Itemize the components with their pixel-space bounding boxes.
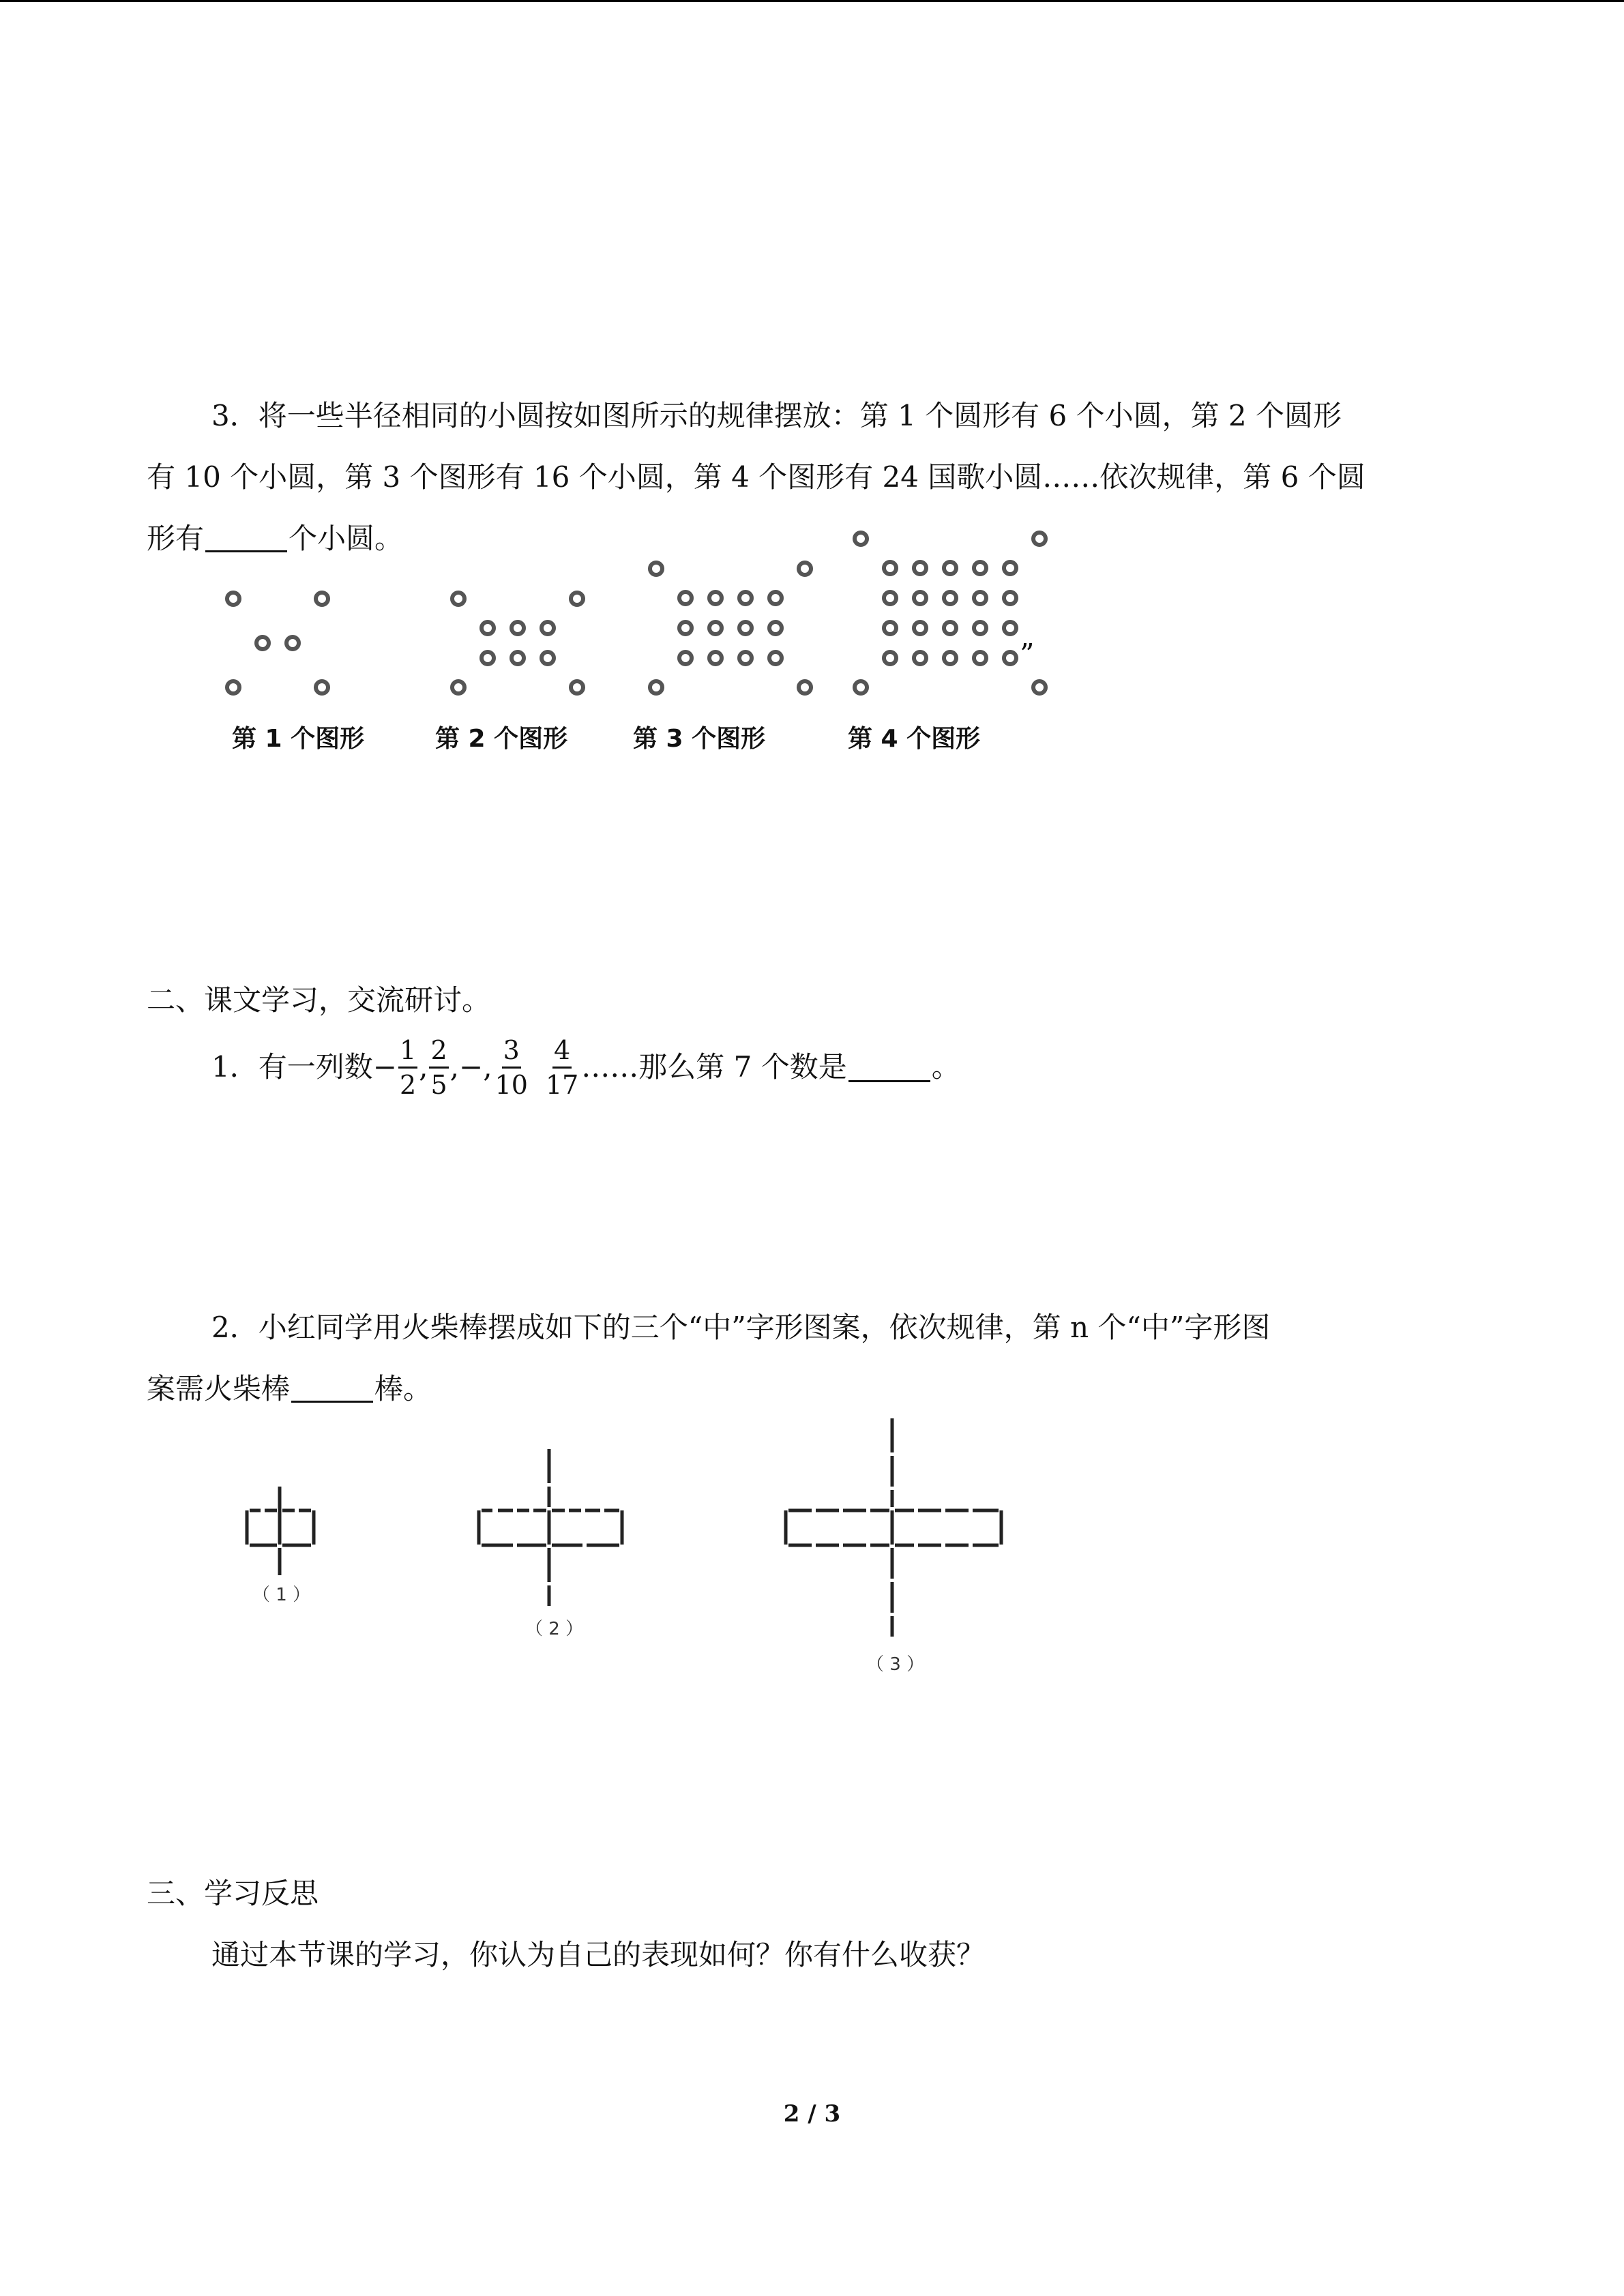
small-circle: [739, 592, 752, 604]
circle-figure-4: [855, 533, 1046, 694]
small-circle: [855, 681, 867, 694]
small-circle: [884, 652, 896, 664]
answer-blank-s2-q1[interactable]: [848, 1053, 930, 1082]
small-circle: [571, 593, 583, 605]
small-circle: [799, 563, 811, 575]
small-circle: [542, 652, 554, 664]
circle-figure-2: [452, 593, 583, 694]
section-3-heading: 三、学习反思: [147, 1877, 319, 1910]
section-3-prompt: 通过本节课的学习，你认为自己的表现如何？你有什么收获？: [211, 1938, 986, 1971]
figure-label-4: 第 4 个图形: [848, 725, 981, 753]
small-circle: [974, 622, 986, 634]
small-circle: [452, 681, 464, 694]
small-circle: [571, 681, 583, 694]
s2-q2-line-1: 2．小红同学用火柴棒摆成如下的三个“中”字形图案，依次规律，第 n 个“中”字形图: [211, 1311, 1271, 1344]
fraction-3: [494, 1034, 529, 1101]
matchstick-caption-1: （ 1 ）: [252, 1585, 311, 1605]
term-1-sign: −: [372, 1050, 397, 1084]
small-circle: [709, 622, 722, 634]
small-circle: [227, 593, 239, 605]
term-2-sep: ,−,: [449, 1050, 492, 1084]
matchstick-figures: [232, 1412, 1119, 1698]
small-circle: [769, 592, 782, 604]
section-2-heading: 二、课文学习，交流研讨。: [147, 983, 491, 1017]
figure-label-3: 第 3 个图形: [633, 725, 766, 753]
trailing-mark: ”: [1020, 638, 1035, 671]
fraction-3-denominator: 10: [494, 1069, 528, 1100]
small-circle: [482, 652, 494, 664]
small-circle: [452, 593, 464, 605]
answer-blank-s2-q2[interactable]: [291, 1373, 373, 1403]
small-circle: [739, 622, 752, 634]
term-1-sep: ,: [419, 1050, 428, 1084]
fraction-4-numerator: 4: [552, 1034, 572, 1069]
q3-line-2: 有 10 个小圆，第 3 个图形有 16 个小圆，第 4 个图形有 24 国歌小圆……依次规律，第 6 个圆: [147, 460, 1365, 494]
matchstick-caption-3: （ 3 ）: [866, 1654, 925, 1675]
small-circle: [650, 563, 662, 575]
figure-label-1: 第 1 个图形: [232, 725, 365, 753]
small-circle: [709, 592, 722, 604]
small-circle: [944, 562, 956, 574]
small-circle: [769, 652, 782, 664]
small-circle: [974, 652, 986, 664]
q3-line-1: 3．将一些半径相同的小圆按如图所示的规律摆放：第 1 个圆形有 6 个小圆，第 2 个圆形: [211, 399, 1342, 432]
small-circle: [855, 533, 867, 545]
small-circle: [482, 622, 494, 634]
fraction-1-denominator: 2: [399, 1069, 417, 1100]
small-circle: [227, 681, 239, 694]
s2-q2-line-2-post: 棒。: [374, 1372, 432, 1405]
small-circle: [914, 592, 926, 604]
small-circle: [512, 652, 524, 664]
small-circle: [1004, 562, 1016, 574]
small-circle: [679, 592, 692, 604]
figure-label-2: 第 2 个图形: [435, 725, 568, 753]
small-circle: [316, 593, 328, 605]
fraction-2-numerator: 2: [429, 1034, 448, 1069]
matchstick-caption-2: （ 2 ）: [525, 1619, 584, 1639]
small-circle: [1033, 681, 1046, 694]
answer-blank-q3[interactable]: [205, 523, 287, 552]
fraction-2-denominator: 5: [430, 1069, 447, 1100]
s2-q2-line-2-pre: 案需火柴棒: [147, 1372, 291, 1405]
fraction-3-numerator: 3: [502, 1034, 521, 1069]
matchstick-figure-3: [786, 1418, 1001, 1637]
circle-figure-3: [650, 563, 811, 694]
small-circle: [739, 652, 752, 664]
small-circle: [799, 681, 811, 694]
matchstick-figure-2: [479, 1449, 622, 1606]
fraction-4-denominator: 17: [545, 1069, 579, 1100]
small-circle: [944, 652, 956, 664]
small-circle: [316, 681, 328, 694]
small-circle: [1004, 622, 1016, 634]
s2-q1-prefix: 1．有一列数: [211, 1050, 373, 1084]
s2-q1-suffix-pre: ……那么第 7 个数是: [581, 1050, 847, 1084]
s2-q1-suffix-post: 。: [931, 1050, 960, 1084]
small-circle: [512, 622, 524, 634]
small-circle: [679, 622, 692, 634]
fraction-1: [398, 1034, 417, 1101]
small-circle: [256, 637, 269, 649]
fraction-4: [544, 1034, 580, 1101]
q3-line-3-post: 个小圆。: [289, 522, 404, 555]
small-circle: [914, 562, 926, 574]
q3-line-3-pre: 形有: [147, 522, 205, 555]
page-top-border: [0, 0, 1624, 2]
page-number: 2 / 3: [783, 2100, 841, 2128]
fraction-2: [429, 1034, 448, 1101]
circle-figure-1: [227, 593, 328, 694]
small-circle: [884, 562, 896, 574]
small-circle: [650, 681, 662, 694]
small-circle: [884, 622, 896, 634]
s2-q1-line: [211, 1030, 960, 1105]
small-circle: [944, 592, 956, 604]
small-circle: [914, 622, 926, 634]
matchstick-figure-1: [247, 1487, 314, 1575]
small-circle: [944, 622, 956, 634]
small-circle: [884, 592, 896, 604]
small-circle: [1033, 533, 1046, 545]
small-circle: [709, 652, 722, 664]
small-circle: [286, 637, 299, 649]
small-circle: [974, 592, 986, 604]
small-circle: [974, 562, 986, 574]
small-circle: [1004, 652, 1016, 664]
small-circle: [1004, 592, 1016, 604]
small-circle: [542, 622, 554, 634]
small-circle: [914, 652, 926, 664]
small-circle: [679, 652, 692, 664]
q3-line-3: [147, 507, 403, 571]
small-circle: [769, 622, 782, 634]
fraction-1-numerator: 1: [398, 1034, 417, 1069]
